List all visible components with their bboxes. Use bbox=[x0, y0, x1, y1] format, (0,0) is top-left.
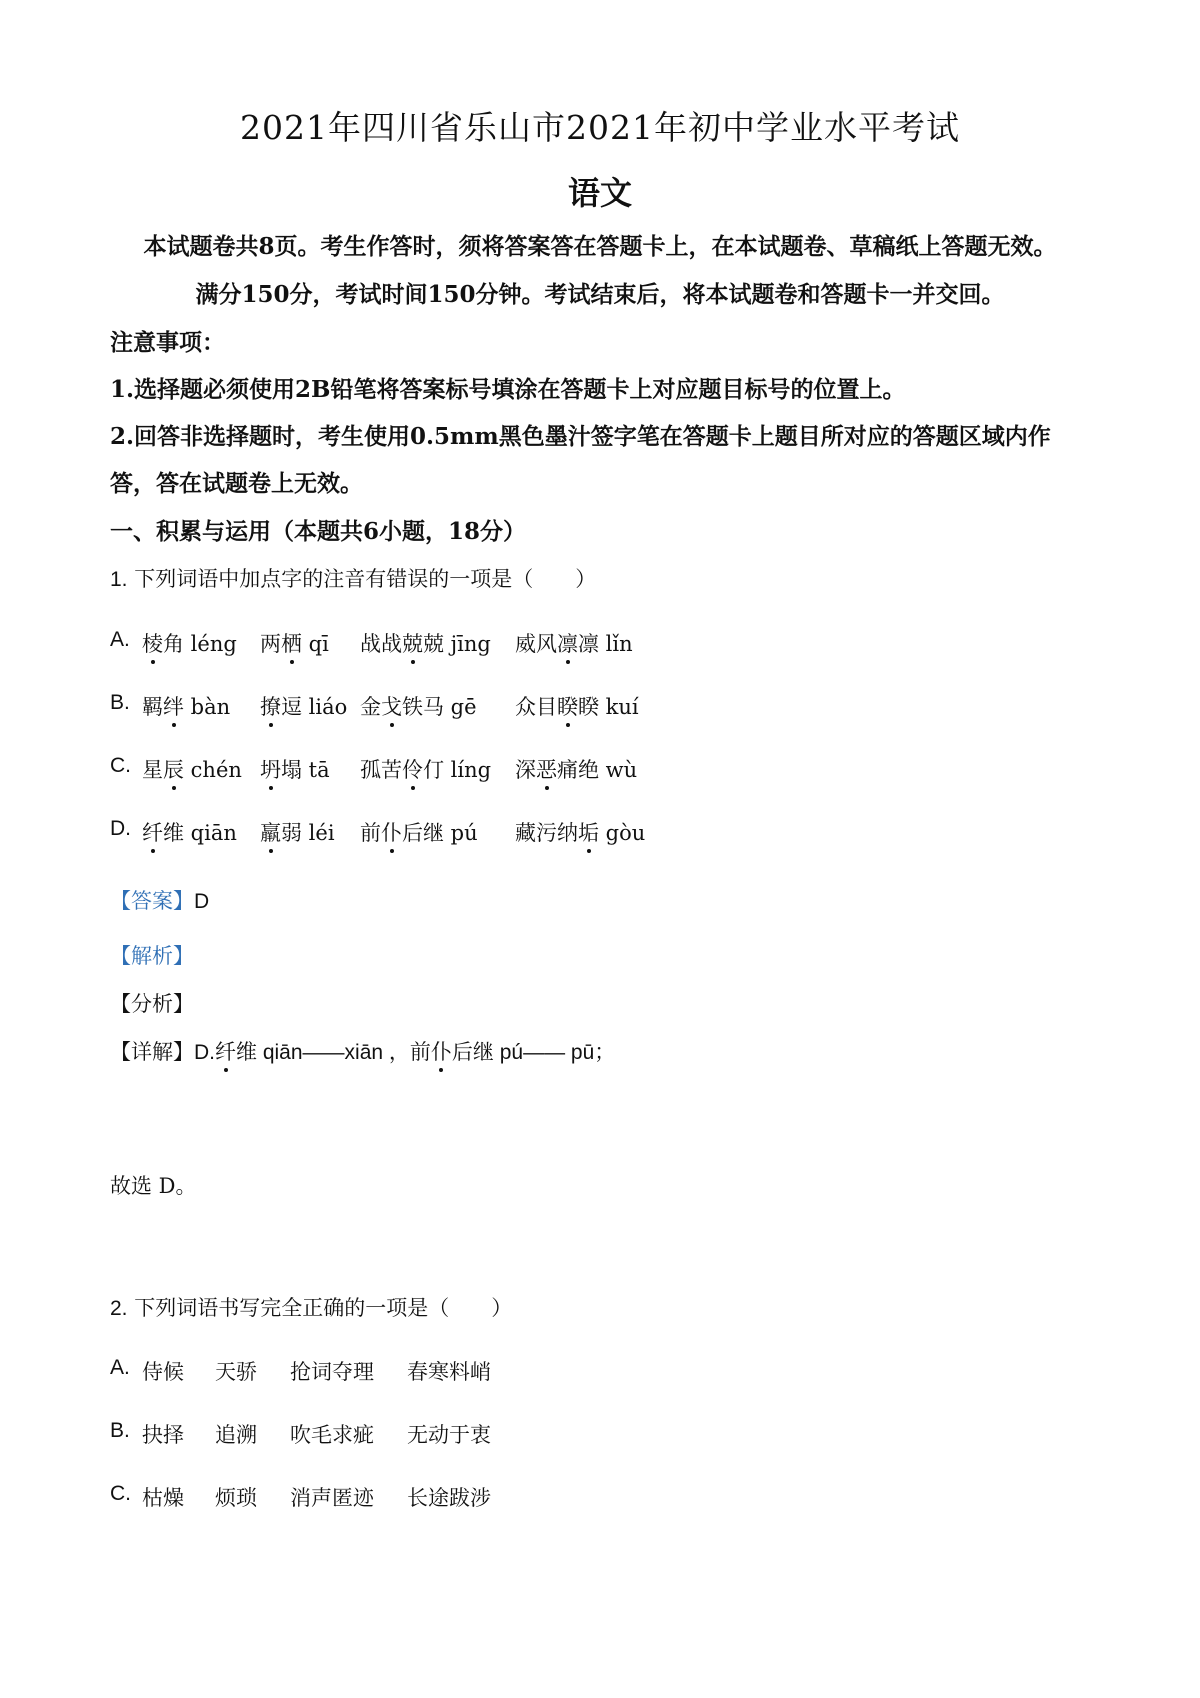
word-part: 金 bbox=[360, 695, 381, 719]
option-row bbox=[110, 1356, 810, 1388]
dotted-char: 坍 bbox=[260, 754, 281, 784]
dotted-char: 棱 bbox=[142, 628, 163, 658]
option-word bbox=[260, 817, 335, 847]
dotted-char: 栖 bbox=[281, 628, 302, 658]
option-letter: A. bbox=[110, 1356, 130, 1379]
option-letter: C. bbox=[110, 754, 131, 777]
option-word: 吹毛求疵 bbox=[290, 1423, 374, 1447]
dotted-char: 撩 bbox=[260, 691, 281, 721]
question-2-stem bbox=[110, 1292, 512, 1322]
dotted-char: 辰 bbox=[163, 754, 184, 784]
word-part: 痛绝 wù bbox=[557, 758, 638, 782]
dotted-char: 伶 bbox=[402, 754, 423, 784]
option-word bbox=[360, 817, 478, 847]
option-word bbox=[260, 691, 347, 721]
word-part: 维 qiān bbox=[163, 821, 237, 845]
analysis-line bbox=[110, 940, 194, 970]
option-row bbox=[110, 628, 810, 660]
word-part: 众目 bbox=[515, 695, 557, 719]
subject-title: 语文 bbox=[567, 174, 632, 212]
analysis-tag: 【解析】 bbox=[110, 944, 194, 968]
word-part: 凛 lǐn bbox=[578, 632, 633, 656]
dotted-char: 恶 bbox=[536, 754, 557, 784]
option-word: 无动于衷 bbox=[407, 1423, 491, 1447]
option-word bbox=[515, 754, 637, 784]
fenxi-tag: 【分析】 bbox=[110, 992, 194, 1016]
question-text: 下列词语书写完全正确的一项是（ ） bbox=[134, 1296, 513, 1320]
option-word bbox=[515, 628, 633, 658]
option-letter: C. bbox=[110, 1482, 131, 1505]
option-word: 枯燥 bbox=[142, 1486, 184, 1510]
option-letter: D. bbox=[110, 817, 131, 840]
dotted-char: 睽 bbox=[557, 691, 578, 721]
option-row bbox=[110, 691, 810, 723]
word-part: 逗 liáo bbox=[281, 695, 348, 719]
word-part: 角 léng bbox=[163, 632, 237, 656]
conclusion-line: 故选 D。 bbox=[110, 1174, 197, 1198]
dotted-char: 羸 bbox=[260, 817, 281, 847]
word-part: 羁 bbox=[142, 695, 163, 719]
answer-tag: 【答案】 bbox=[110, 889, 194, 913]
question-text: 下列词语中加点字的注音有错误的一项是（ ） bbox=[134, 567, 597, 591]
word-part: 塌 tā bbox=[281, 758, 330, 782]
detail-text-a: D. bbox=[194, 1041, 215, 1064]
notice-title: 注意事项： bbox=[110, 329, 225, 356]
word-part: 两 bbox=[260, 632, 281, 656]
word-part: 仃 líng bbox=[423, 758, 492, 782]
dotted-char: 兢 bbox=[402, 628, 423, 658]
option-word: 追溯 bbox=[215, 1423, 257, 1447]
option-word bbox=[515, 817, 645, 847]
question-number: 2. bbox=[110, 1297, 128, 1320]
option-word bbox=[360, 628, 491, 658]
word-part: 威风 bbox=[515, 632, 557, 656]
intro-line-2: 满分150分，考试时间150分钟。考试结束后，将本试题卷和答题卡一并交回。 bbox=[195, 281, 1005, 308]
option-word: 天骄 bbox=[215, 1360, 257, 1384]
option-row bbox=[110, 754, 810, 786]
word-part: 睽 kuí bbox=[578, 695, 639, 719]
option-word: 抉择 bbox=[142, 1423, 184, 1447]
option-word bbox=[360, 754, 491, 784]
word-part: 前 bbox=[360, 821, 381, 845]
notice-item-1: 1.选择题必须使用2B铅笔将答案标号填涂在答题卡上对应题目标号的位置上。 bbox=[110, 376, 906, 403]
dotted-char: 凛 bbox=[557, 628, 578, 658]
intro-line-1: 本试题卷共8页。考生作答时，须将答案答在答题卡上，在本试题卷、草稿纸上答题无效。 bbox=[143, 233, 1057, 260]
question-1-stem bbox=[110, 563, 596, 593]
option-word bbox=[142, 817, 237, 847]
option-word bbox=[515, 691, 639, 721]
answer-value: D bbox=[194, 890, 210, 913]
exam-title: 2021年四川省乐山市2021年初中学业水平考试 bbox=[240, 108, 960, 147]
section-1-title: 一、积累与运用（本题共6小题，18分） bbox=[110, 518, 527, 545]
option-word bbox=[360, 691, 477, 721]
option-word: 抢词夺理 bbox=[290, 1360, 374, 1384]
option-word: 烦琐 bbox=[215, 1486, 257, 1510]
notice-item-2: 2.回答非选择题时，考生使用0.5mm黑色墨汁签字笔在答题卡上题目所对应的答题区域内作 bbox=[110, 423, 1051, 450]
option-word: 侍候 bbox=[142, 1360, 184, 1384]
option-word bbox=[142, 691, 230, 721]
option-letter: B. bbox=[110, 691, 130, 714]
option-word bbox=[260, 754, 330, 784]
option-word bbox=[142, 628, 237, 658]
answer-line bbox=[110, 885, 209, 915]
detail-text-b: 维 qiān——xiān ，前 bbox=[236, 1041, 431, 1064]
option-row bbox=[110, 817, 810, 849]
dotted-char: 纤 bbox=[142, 817, 163, 847]
detail-dotted-char-1: 纤 bbox=[215, 1036, 236, 1066]
word-part: 兢 jīng bbox=[423, 632, 491, 656]
detail-line bbox=[110, 1036, 615, 1066]
word-part: 战战 bbox=[360, 632, 402, 656]
option-word bbox=[142, 754, 242, 784]
option-word: 消声匿迹 bbox=[290, 1486, 374, 1510]
word-part: 深 bbox=[515, 758, 536, 782]
dotted-char: 仆 bbox=[381, 817, 402, 847]
option-letter: A. bbox=[110, 628, 130, 651]
word-part: 星 bbox=[142, 758, 163, 782]
dotted-char: 垢 bbox=[578, 817, 599, 847]
option-word bbox=[260, 628, 329, 658]
word-part: qī bbox=[302, 632, 329, 656]
word-part: chén bbox=[184, 758, 242, 782]
detail-dotted-char-2: 仆 bbox=[431, 1036, 452, 1066]
dotted-char: 戈 bbox=[381, 691, 402, 721]
detail-text-c: 后继 pú—— pū； bbox=[451, 1041, 616, 1064]
question-number: 1. bbox=[110, 568, 128, 591]
word-part: gòu bbox=[599, 821, 646, 845]
fenxi-line bbox=[110, 988, 194, 1018]
option-word: 长途跋涉 bbox=[407, 1486, 491, 1510]
word-part: 后继 pú bbox=[402, 821, 478, 845]
word-part: 弱 léi bbox=[281, 821, 335, 845]
option-row bbox=[110, 1482, 810, 1514]
option-row bbox=[110, 1419, 810, 1451]
option-word: 春寒料峭 bbox=[407, 1360, 491, 1384]
word-part: bàn bbox=[184, 695, 231, 719]
dotted-char: 绊 bbox=[163, 691, 184, 721]
notice-item-2-continued: 答，答在试题卷上无效。 bbox=[110, 470, 363, 497]
word-part: 铁马 gē bbox=[402, 695, 477, 719]
word-part: 藏污纳 bbox=[515, 821, 578, 845]
option-letter: B. bbox=[110, 1419, 130, 1442]
word-part: 孤苦 bbox=[360, 758, 402, 782]
detail-tag: 【详解】 bbox=[110, 1040, 194, 1064]
